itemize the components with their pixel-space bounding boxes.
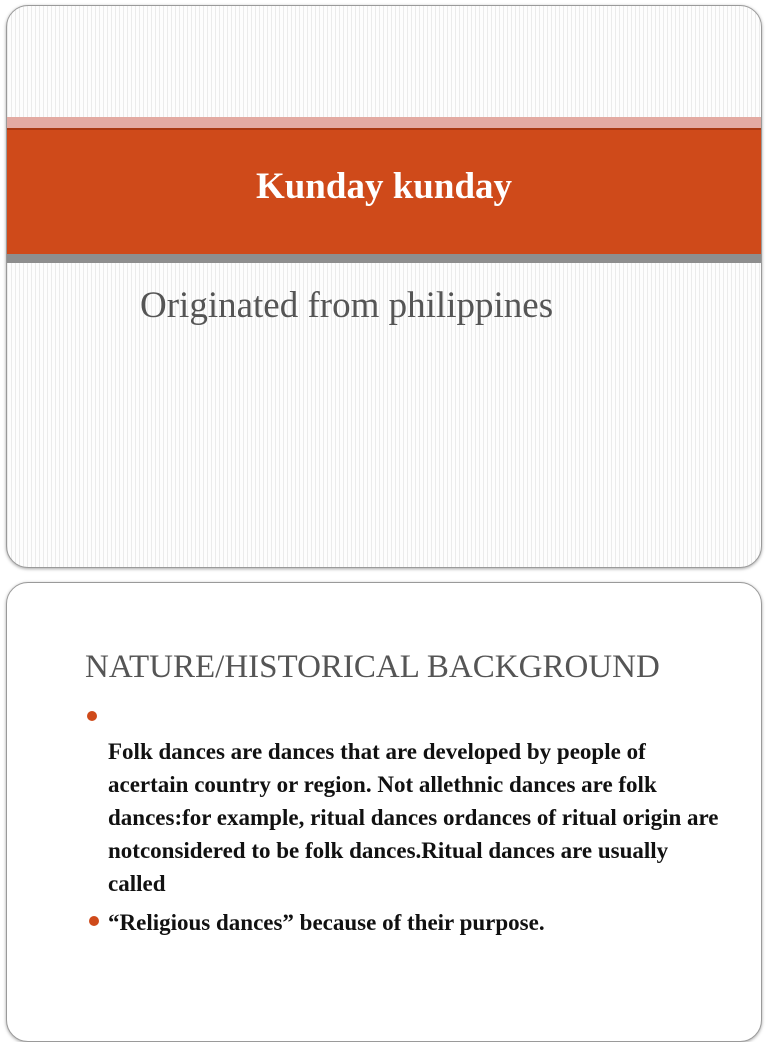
- section-heading: NATURE/HISTORICAL BACKGROUND: [85, 649, 660, 685]
- bullet-item: “Religious dances” because of their purpose.: [108, 910, 545, 935]
- title-band: [7, 128, 761, 254]
- slide-2: [6, 582, 762, 1042]
- slide-1: [6, 5, 762, 568]
- title-accent-bottom: [7, 254, 761, 263]
- body-paragraph: Folk dances are dances that are developed by people of acertain country or region. Not allethnic dances are folk dances:for example, ritual dances ordances of ritual origin are notconsidered to be folk dances.Ritual dances are usually called: [108, 739, 719, 896]
- title-accent-top: [7, 117, 761, 128]
- slide-subtitle: Originated from philippines: [140, 285, 554, 326]
- bullet-dot-icon: [87, 711, 97, 721]
- slide-title: Kunday kunday: [255, 165, 513, 207]
- bullet-dot-icon: [89, 916, 99, 926]
